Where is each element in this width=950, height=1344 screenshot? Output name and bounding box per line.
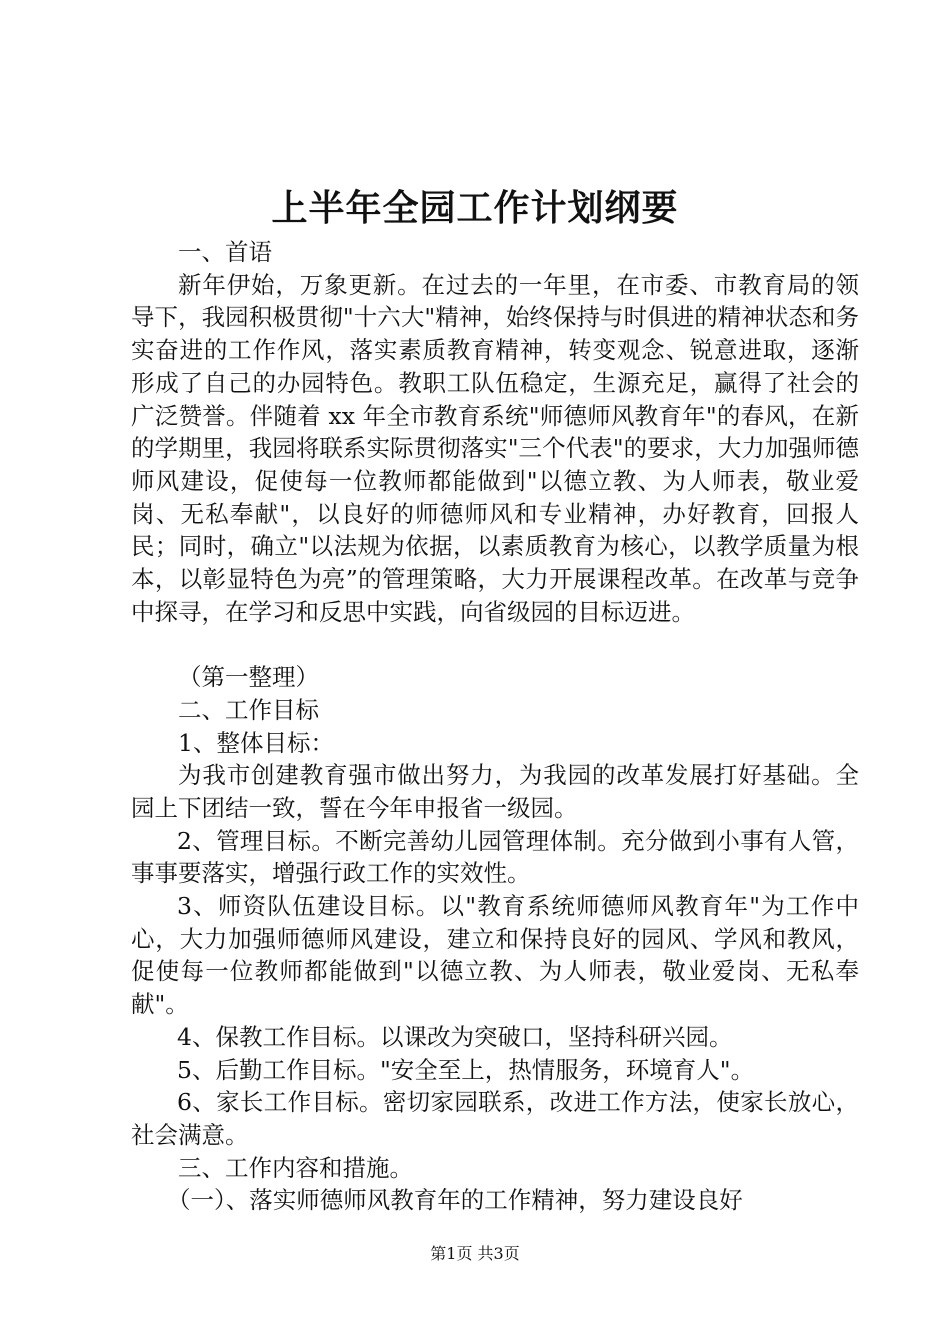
section-heading-preface: 一、首语: [178, 238, 272, 266]
paragraph-gap: [131, 628, 859, 661]
section-heading-goals: 二、工作目标: [178, 695, 319, 724]
source-note: （第一整理）: [178, 663, 319, 692]
goal-parents: 6、家长工作目标。密切家园联系，改进工作方法，使家长放心，社会满意。: [131, 1088, 859, 1149]
document-title: 上半年全园工作计划纲要: [271, 187, 679, 229]
goal-teaching: 4、保教工作目标。以课改为突破口，坚持科研兴园。: [177, 1022, 733, 1051]
document-body: [131, 236, 859, 1217]
page-footer: 第1页 共3页: [430, 1244, 520, 1263]
goal-overall-heading: 1、整体目标：: [178, 728, 334, 757]
goal-logistics: 5、后勤工作目标。"安全至上，热情服务，环境育人"。: [177, 1055, 755, 1084]
section-heading-measures: 三、工作内容和措施。: [178, 1153, 413, 1182]
preface-paragraph: 新年伊始，万象更新。在过去的一年里，在市委、市教育局的领导下，我园积极贯彻"十六大"精神，始终保持与时俱进的精神状态和务实奋进的工作作风，落实素质教育精神，转变观念、锐意进取，逐渐形成了自己的办园特色。教职工队伍稳定，生源充足，赢得了社会的广泛赞誉。伴随着 xx 年全市教育系统"师德师风教育年"的春风，在新的学期里，我园将联系实际贯彻落实"三个代表"的要求，大力加强师德师风建设，促使每一位教师都能做到"以德立教、为人师表，敬业爱岗、无私奉献"，以良好的师德师风和专业精神，办好教育，回报人民；同时，确立"以法规为依据，以素质教育为核心，以教学质量为根本，以彰显特色为亮”的管理策略，大力开展课程改革。在改革与竞争中探寻，在学习和反思中实践，向省级园的目标迈进。: [131, 270, 859, 626]
measure-one: （一）、落实师德师风教育年的工作精神，努力建设良好: [167, 1186, 743, 1215]
goal-overall-text: 为我市创建教育强市做出努力，为我园的改革发展打好基础。全园上下团结一致，誓在今年申报省一级园。: [131, 761, 859, 822]
goal-management: 2、管理目标。不断完善幼儿园管理体制。充分做到小事有人管，事事要落实，增强行政工作的实效性。: [131, 826, 859, 888]
goal-staff: 3、师资队伍建设目标。以"教育系统师德师风教育年"为工作中心，大力加强师德师风建设，建立和保持良好的园风、学风和教风，促使每一位教师都能做到"以德立教、为人师表，敬业爱岗、无私奉献"。: [131, 892, 859, 1019]
